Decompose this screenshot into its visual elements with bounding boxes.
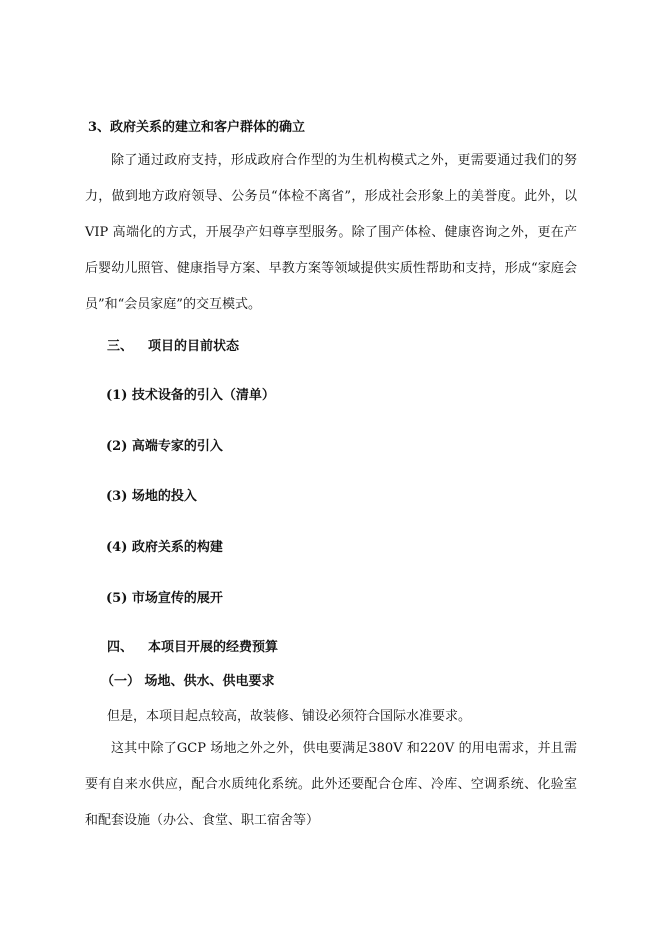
paragraph-government-support: 除了通过政府支持，形成政府合作型的为生机构模式之外，更需要通过我们的努力，做到地方政府领导、公务员“体检不离省”，形成社会形象上的美誉度。此外，以VIP 高端化的方式，开展孕产妇尊享型服务。除了围产体检、健康咨询之外，更在产后婴幼儿照管、健康指导方案、早教方案等领域提供实质性帮助和支持，形成“家庭会员”和“会员家庭”的交互模式。 — [85, 153, 577, 312]
section-3-title: 项目的目前状态 — [148, 339, 240, 354]
section-3-number: 三、 — [107, 339, 134, 354]
status-item-government: (4) 政府关系的构建 — [106, 540, 223, 555]
paragraph-utilities-requirements: 这其中除了GCP 场地之外之外，供电要满足380V 和220V 的用电需求，并且需要有自来水供应，配合水质纯化系统。此外还要配合仓库、冷库、空调系统、化验室和配套设施（办公、食堂、职工宿舍等） — [85, 741, 577, 828]
section-4-title: 本项目开展的经费预算 — [148, 640, 279, 655]
status-item-venue: (3) 场地的投入 — [106, 489, 197, 504]
status-item-marketing: (5) 市场宣传的展开 — [106, 591, 223, 606]
section-4-number: 四、 — [107, 640, 134, 655]
heading-government-relations: 3、政府关系的建立和客户群体的确立 — [88, 120, 306, 135]
status-item-experts: (2) 高端专家的引入 — [106, 439, 223, 454]
status-item-equipment: (1) 技术设备的引入（清单） — [106, 388, 275, 403]
subsection-venue-utilities: （一） 场地、供水、供电要求 — [101, 674, 275, 689]
paragraph-decoration-standard: 但是，本项目起点较高，故装修、铺设必须符合国际水准要求。 — [107, 709, 472, 724]
